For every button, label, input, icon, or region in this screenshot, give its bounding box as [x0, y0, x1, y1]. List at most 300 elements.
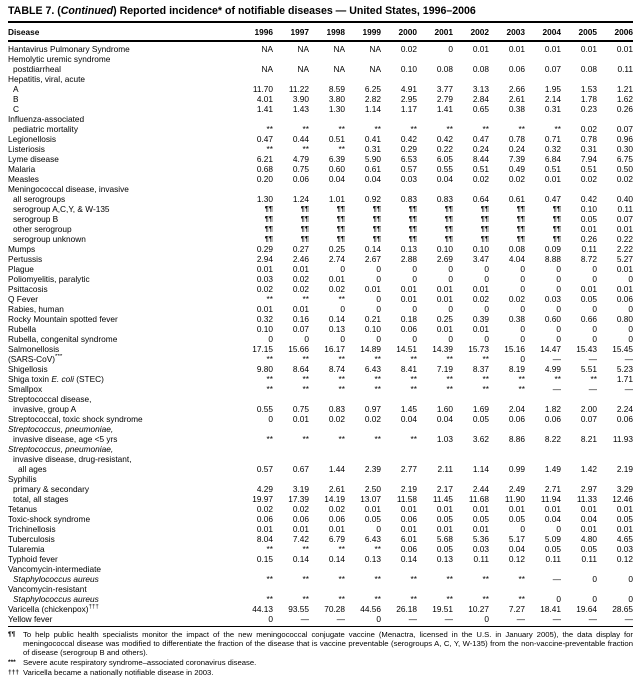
value-cell: 0 [340, 304, 345, 314]
value-cell [309, 424, 345, 434]
table-row [8, 414, 633, 424]
value-cell: 0.26 [616, 104, 633, 114]
value-cell: ¶¶ [480, 214, 489, 223]
value-cell: ** [302, 544, 309, 554]
value-cell [273, 564, 309, 574]
value-cell: ** [482, 594, 489, 604]
value-cell: 93.55 [288, 604, 309, 614]
table-row [8, 214, 633, 224]
disease-label: Vancomycin-intermediate [8, 564, 101, 574]
table-row [8, 514, 633, 524]
value-cell [345, 564, 381, 574]
value-cell [489, 394, 525, 404]
value-cell: 0.05 [580, 544, 597, 554]
value-cell [237, 74, 273, 84]
table-row [8, 504, 633, 514]
value-cell: 0.10 [256, 324, 273, 334]
value-cell: 0.14 [364, 244, 381, 254]
table-row [8, 344, 633, 354]
value-cell: ** [374, 594, 381, 604]
value-cell [345, 424, 381, 434]
disease-label: Shigellosis [8, 364, 48, 374]
value-cell: 0 [592, 594, 597, 604]
value-cell: 15.43 [576, 344, 597, 354]
value-cell: 0.11 [617, 64, 633, 74]
value-cell: 0.07 [580, 414, 597, 424]
value-cell [237, 114, 273, 124]
value-cell: 11.93 [612, 434, 633, 444]
value-cell: ¶¶ [300, 234, 309, 243]
value-cell: NA [297, 64, 309, 74]
value-cell: 0.01 [400, 294, 417, 304]
value-cell [489, 454, 525, 464]
value-cell: 0.01 [400, 284, 417, 294]
disease-label: Meningococcal disease, invasive [8, 184, 129, 194]
value-cell: 1.49 [544, 464, 561, 474]
value-cell: 0.04 [544, 514, 561, 524]
value-cell: 8.72 [580, 254, 597, 264]
footnote-marker: *** [8, 659, 16, 666]
value-cell: 0.32 [544, 144, 561, 154]
value-cell: ** [302, 294, 309, 304]
column-header-year: 2006 [597, 23, 633, 41]
value-cell: 0.01 [616, 264, 633, 274]
value-cell: 2.69 [436, 254, 453, 264]
value-cell: 8.44 [472, 154, 489, 164]
value-cell [417, 54, 453, 64]
value-cell [561, 74, 597, 84]
value-cell [417, 474, 453, 484]
value-cell: 0.01 [508, 504, 525, 514]
value-cell: 0.66 [580, 314, 597, 324]
value-cell: 7.94 [580, 154, 597, 164]
value-cell: 11.70 [252, 84, 273, 94]
value-cell [453, 564, 489, 574]
value-cell: 0.92 [364, 194, 381, 204]
table-row [8, 184, 633, 194]
value-cell: 0 [376, 264, 381, 274]
value-cell [597, 474, 633, 484]
value-cell: 0.01 [508, 44, 525, 54]
value-cell: 0.10 [580, 204, 597, 214]
value-cell: 0 [304, 334, 309, 344]
value-cell: 0.11 [581, 554, 597, 564]
value-cell: ** [338, 574, 345, 584]
value-cell: NA [369, 44, 381, 54]
value-cell: 14.47 [540, 344, 561, 354]
value-cell [453, 114, 489, 124]
value-cell: 0.99 [508, 464, 525, 474]
value-cell: 0.06 [616, 414, 633, 424]
value-cell [561, 114, 597, 124]
value-cell: 0.01 [472, 504, 489, 514]
value-cell: 0.31 [544, 104, 561, 114]
value-cell [561, 564, 597, 574]
value-cell [381, 444, 417, 454]
value-cell: 0.01 [436, 324, 453, 334]
table-row [8, 284, 633, 294]
value-cell: 0.55 [436, 164, 453, 174]
value-cell [561, 54, 597, 64]
disease-label: Smallpox [8, 384, 43, 394]
value-cell: 0 [628, 574, 633, 584]
value-cell: ** [302, 144, 309, 154]
value-cell: NA [369, 64, 381, 74]
value-cell: 0.01 [616, 44, 633, 54]
value-cell: ** [446, 384, 453, 394]
disease-label: all ages [18, 464, 47, 474]
value-cell: ** [446, 124, 453, 134]
value-cell: 0.01 [292, 264, 309, 274]
value-cell: 8.59 [328, 84, 345, 94]
table-row [8, 114, 633, 124]
value-cell: 10.27 [468, 604, 489, 614]
disease-label: Syphilis [8, 474, 37, 484]
value-cell [597, 424, 633, 434]
value-cell: 0 [592, 334, 597, 344]
value-cell: 0 [340, 334, 345, 344]
value-cell: 0.78 [508, 134, 525, 144]
value-cell: 0 [520, 524, 525, 534]
disease-label: serogroup B [13, 214, 59, 224]
table-row [8, 374, 633, 384]
footnote-marker: ¶¶ [8, 631, 16, 638]
table-row [8, 54, 633, 64]
value-cell: 0.60 [544, 314, 561, 324]
value-cell: 4.80 [580, 534, 597, 544]
value-cell: 0.49 [508, 164, 525, 174]
disease-label: Rubella, congenital syndrome [8, 334, 118, 344]
value-cell: 4.99 [544, 364, 561, 374]
value-cell: 0.03 [256, 274, 273, 284]
value-cell: 0.01 [472, 324, 489, 334]
value-cell: 0.42 [400, 134, 417, 144]
value-cell: 0.13 [436, 554, 453, 564]
value-cell: 15.45 [612, 344, 633, 354]
value-cell: ** [374, 124, 381, 134]
table-row [8, 41, 633, 54]
value-cell: 0.05 [616, 514, 633, 524]
table-row [8, 324, 633, 334]
table-row [8, 354, 633, 364]
table-row [8, 444, 633, 454]
value-cell: 14.51 [396, 344, 417, 354]
disease-label: Rubella [8, 324, 37, 334]
value-cell [561, 424, 597, 434]
value-cell: 0.44 [292, 134, 309, 144]
value-cell: 12.46 [612, 494, 633, 504]
value-cell: ** [446, 594, 453, 604]
value-cell: 0.07 [616, 214, 633, 224]
value-cell: 0 [520, 324, 525, 334]
value-cell: 0 [592, 304, 597, 314]
value-cell [597, 394, 633, 404]
value-cell: 15.16 [504, 344, 525, 354]
value-cell [597, 584, 633, 594]
value-cell: 2.84 [472, 94, 489, 104]
disease-label: Staphylococcus aureus [13, 574, 99, 584]
value-cell [489, 54, 525, 64]
value-cell: 8.64 [292, 364, 309, 374]
value-cell: 0.11 [473, 554, 489, 564]
value-cell [309, 564, 345, 574]
table-row [8, 574, 633, 584]
value-cell: 0.75 [292, 164, 309, 174]
value-cell: ¶¶ [264, 204, 273, 213]
value-cell: 0 [520, 304, 525, 314]
value-cell [309, 74, 345, 84]
value-cell [597, 74, 633, 84]
value-cell: 0.65 [472, 104, 489, 114]
value-cell: 0 [268, 614, 273, 624]
value-cell: 0.02 [508, 174, 525, 184]
value-cell: 0.01 [400, 524, 417, 534]
value-cell: 2.04 [508, 404, 525, 414]
disease-label: Salmonellosis [8, 344, 60, 354]
value-cell: 2.00 [580, 404, 597, 414]
value-cell [525, 54, 561, 64]
value-cell: 0 [376, 294, 381, 304]
value-cell [561, 184, 597, 194]
value-cell [525, 114, 561, 124]
value-cell: ¶¶ [300, 204, 309, 213]
value-cell [417, 584, 453, 594]
value-cell: 0.01 [436, 284, 453, 294]
value-cell: ** [374, 354, 381, 364]
value-cell: ¶¶ [516, 234, 525, 243]
value-cell: 0.01 [544, 504, 561, 514]
footnote-text: Varicella became a nationally notifiable disease in 2003. [23, 668, 214, 677]
value-cell: 0.39 [472, 314, 489, 324]
value-cell: 0.67 [292, 464, 309, 474]
value-cell: 0.42 [436, 134, 453, 144]
value-cell: 2.44 [472, 484, 489, 494]
value-cell: 0.01 [328, 274, 345, 284]
value-cell: ¶¶ [480, 234, 489, 243]
value-cell: ** [554, 374, 561, 384]
value-cell: 0.97 [364, 404, 381, 414]
value-cell: 0.01 [580, 524, 597, 534]
value-cell: 0 [340, 264, 345, 274]
value-cell: 0.12 [616, 554, 633, 564]
value-cell: 0 [376, 524, 381, 534]
value-cell: 7.27 [508, 604, 525, 614]
value-cell: 0.01 [472, 284, 489, 294]
value-cell: 0.05 [544, 544, 561, 554]
value-cell: 0.06 [400, 514, 417, 524]
value-cell: 0.14 [328, 554, 345, 564]
value-cell [525, 74, 561, 84]
value-cell: — [408, 614, 417, 624]
value-cell: ** [338, 384, 345, 394]
value-cell: ** [338, 544, 345, 554]
footnote [8, 658, 633, 667]
value-cell [237, 444, 273, 454]
value-cell: 0 [592, 324, 597, 334]
value-cell: ¶¶ [408, 204, 417, 213]
value-cell: ¶¶ [444, 204, 453, 213]
value-cell: 2.24 [616, 404, 633, 414]
value-cell [489, 74, 525, 84]
value-cell: 0.47 [472, 134, 489, 144]
value-cell: 0.11 [545, 554, 561, 564]
disease-label: other serogroup [13, 224, 72, 234]
value-cell: 11.33 [576, 494, 597, 504]
value-cell: ¶¶ [408, 224, 417, 233]
disease-label: Varicella (chickenpox)††† [8, 604, 99, 614]
value-cell: 0.10 [400, 64, 417, 74]
value-cell: 8.37 [472, 364, 489, 374]
value-cell [273, 424, 309, 434]
disease-label: Poliomyelitis, paralytic [8, 274, 90, 284]
value-cell: 0 [484, 264, 489, 274]
value-cell: ** [518, 574, 525, 584]
table-row [8, 64, 633, 74]
table-row [8, 124, 633, 134]
disease-label: invasive disease, age <5 yrs [13, 434, 118, 444]
value-cell: 0.47 [544, 194, 561, 204]
value-cell: 1.03 [436, 434, 453, 444]
value-cell: ** [302, 384, 309, 394]
value-cell: 0.32 [256, 314, 273, 324]
value-cell: 1.71 [616, 374, 633, 384]
value-cell: 2.67 [364, 254, 381, 264]
value-cell: 0.31 [364, 144, 381, 154]
value-cell: 1.14 [472, 464, 489, 474]
value-cell: 0.05 [436, 514, 453, 524]
value-cell: 44.56 [360, 604, 381, 614]
disease-label: Hepatitis, viral, acute [8, 74, 86, 84]
value-cell: ** [338, 434, 345, 444]
value-cell: ** [266, 354, 273, 364]
value-cell: 2.11 [437, 464, 453, 474]
disease-label: Tularemia [8, 544, 45, 554]
value-cell [237, 424, 273, 434]
table-row [8, 334, 633, 344]
value-cell: ** [446, 374, 453, 384]
value-cell [489, 474, 525, 484]
value-cell: 0.11 [617, 204, 633, 214]
table-container [8, 23, 633, 627]
disease-label: Mumps [8, 244, 36, 254]
value-cell [309, 474, 345, 484]
value-cell: 0 [520, 274, 525, 284]
value-cell: 2.79 [436, 94, 453, 104]
value-cell: 3.90 [292, 94, 309, 104]
value-cell [345, 184, 381, 194]
table-row [8, 424, 633, 434]
table-header-row [8, 23, 633, 41]
value-cell: 0.50 [616, 164, 633, 174]
value-cell [597, 184, 633, 194]
value-cell [273, 394, 309, 404]
value-cell: 0.02 [400, 44, 417, 54]
value-cell: ** [410, 574, 417, 584]
value-cell: 0.01 [364, 284, 381, 294]
value-cell: 0.68 [256, 164, 273, 174]
value-cell: 0.04 [400, 414, 417, 424]
value-cell: ** [266, 144, 273, 154]
value-cell [597, 444, 633, 454]
column-header-year: 2003 [489, 23, 525, 41]
value-cell: 6.39 [328, 154, 345, 164]
table-row [8, 84, 633, 94]
value-cell: 0.51 [472, 164, 489, 174]
value-cell: 0 [520, 264, 525, 274]
value-cell: 0.01 [544, 174, 561, 184]
value-cell [345, 584, 381, 594]
value-cell: 4.01 [256, 94, 273, 104]
value-cell [381, 474, 417, 484]
value-cell: 3.77 [436, 84, 453, 94]
value-cell: 11.58 [396, 494, 417, 504]
value-cell: ¶¶ [336, 204, 345, 213]
value-cell [345, 394, 381, 404]
value-cell: ** [266, 574, 273, 584]
value-cell: 8.74 [328, 364, 345, 374]
value-cell: 5.27 [616, 254, 633, 264]
value-cell: ** [446, 574, 453, 584]
value-cell [525, 184, 561, 194]
value-cell: 0 [268, 414, 273, 424]
value-cell: 2.19 [616, 464, 633, 474]
table-row [8, 554, 633, 564]
value-cell: ** [374, 384, 381, 394]
value-cell: 0.61 [508, 194, 525, 204]
value-cell: 0 [592, 264, 597, 274]
value-cell: 5.51 [580, 364, 597, 374]
value-cell: 0 [628, 304, 633, 314]
value-cell: 0.01 [436, 294, 453, 304]
value-cell: 0.01 [256, 264, 273, 274]
value-cell: 17.39 [288, 494, 309, 504]
value-cell: 0.64 [472, 194, 489, 204]
value-cell: NA [261, 44, 273, 54]
value-cell: 6.43 [364, 364, 381, 374]
value-cell: 5.90 [364, 154, 381, 164]
value-cell: 44.13 [252, 604, 273, 614]
table-row [8, 144, 633, 154]
column-header-year: 2000 [381, 23, 417, 41]
value-cell: 6.05 [436, 154, 453, 164]
value-cell: ** [338, 354, 345, 364]
value-cell [417, 444, 453, 454]
value-cell: ** [374, 374, 381, 384]
disease-label: Shiga toxin E. coli (STEC) [8, 374, 104, 384]
value-cell: ** [410, 354, 417, 364]
value-cell: 11.22 [288, 84, 309, 94]
disease-label: Tetanus [8, 504, 38, 514]
value-cell: 0.38 [508, 104, 525, 114]
value-cell [381, 114, 417, 124]
value-cell [489, 584, 525, 594]
value-cell: 2.14 [544, 94, 561, 104]
value-cell [381, 584, 417, 594]
value-cell [453, 584, 489, 594]
value-cell [561, 454, 597, 464]
value-cell: ** [338, 374, 345, 384]
table-row [8, 394, 633, 404]
value-cell: 0.22 [616, 234, 633, 244]
value-cell: 0.04 [508, 544, 525, 554]
value-cell: 0.02 [328, 504, 345, 514]
disease-label: Plague [8, 264, 34, 274]
value-cell [525, 564, 561, 574]
value-cell: 3.62 [472, 434, 489, 444]
value-cell: ** [374, 434, 381, 444]
value-cell: 1.82 [544, 404, 561, 414]
value-cell [381, 564, 417, 574]
